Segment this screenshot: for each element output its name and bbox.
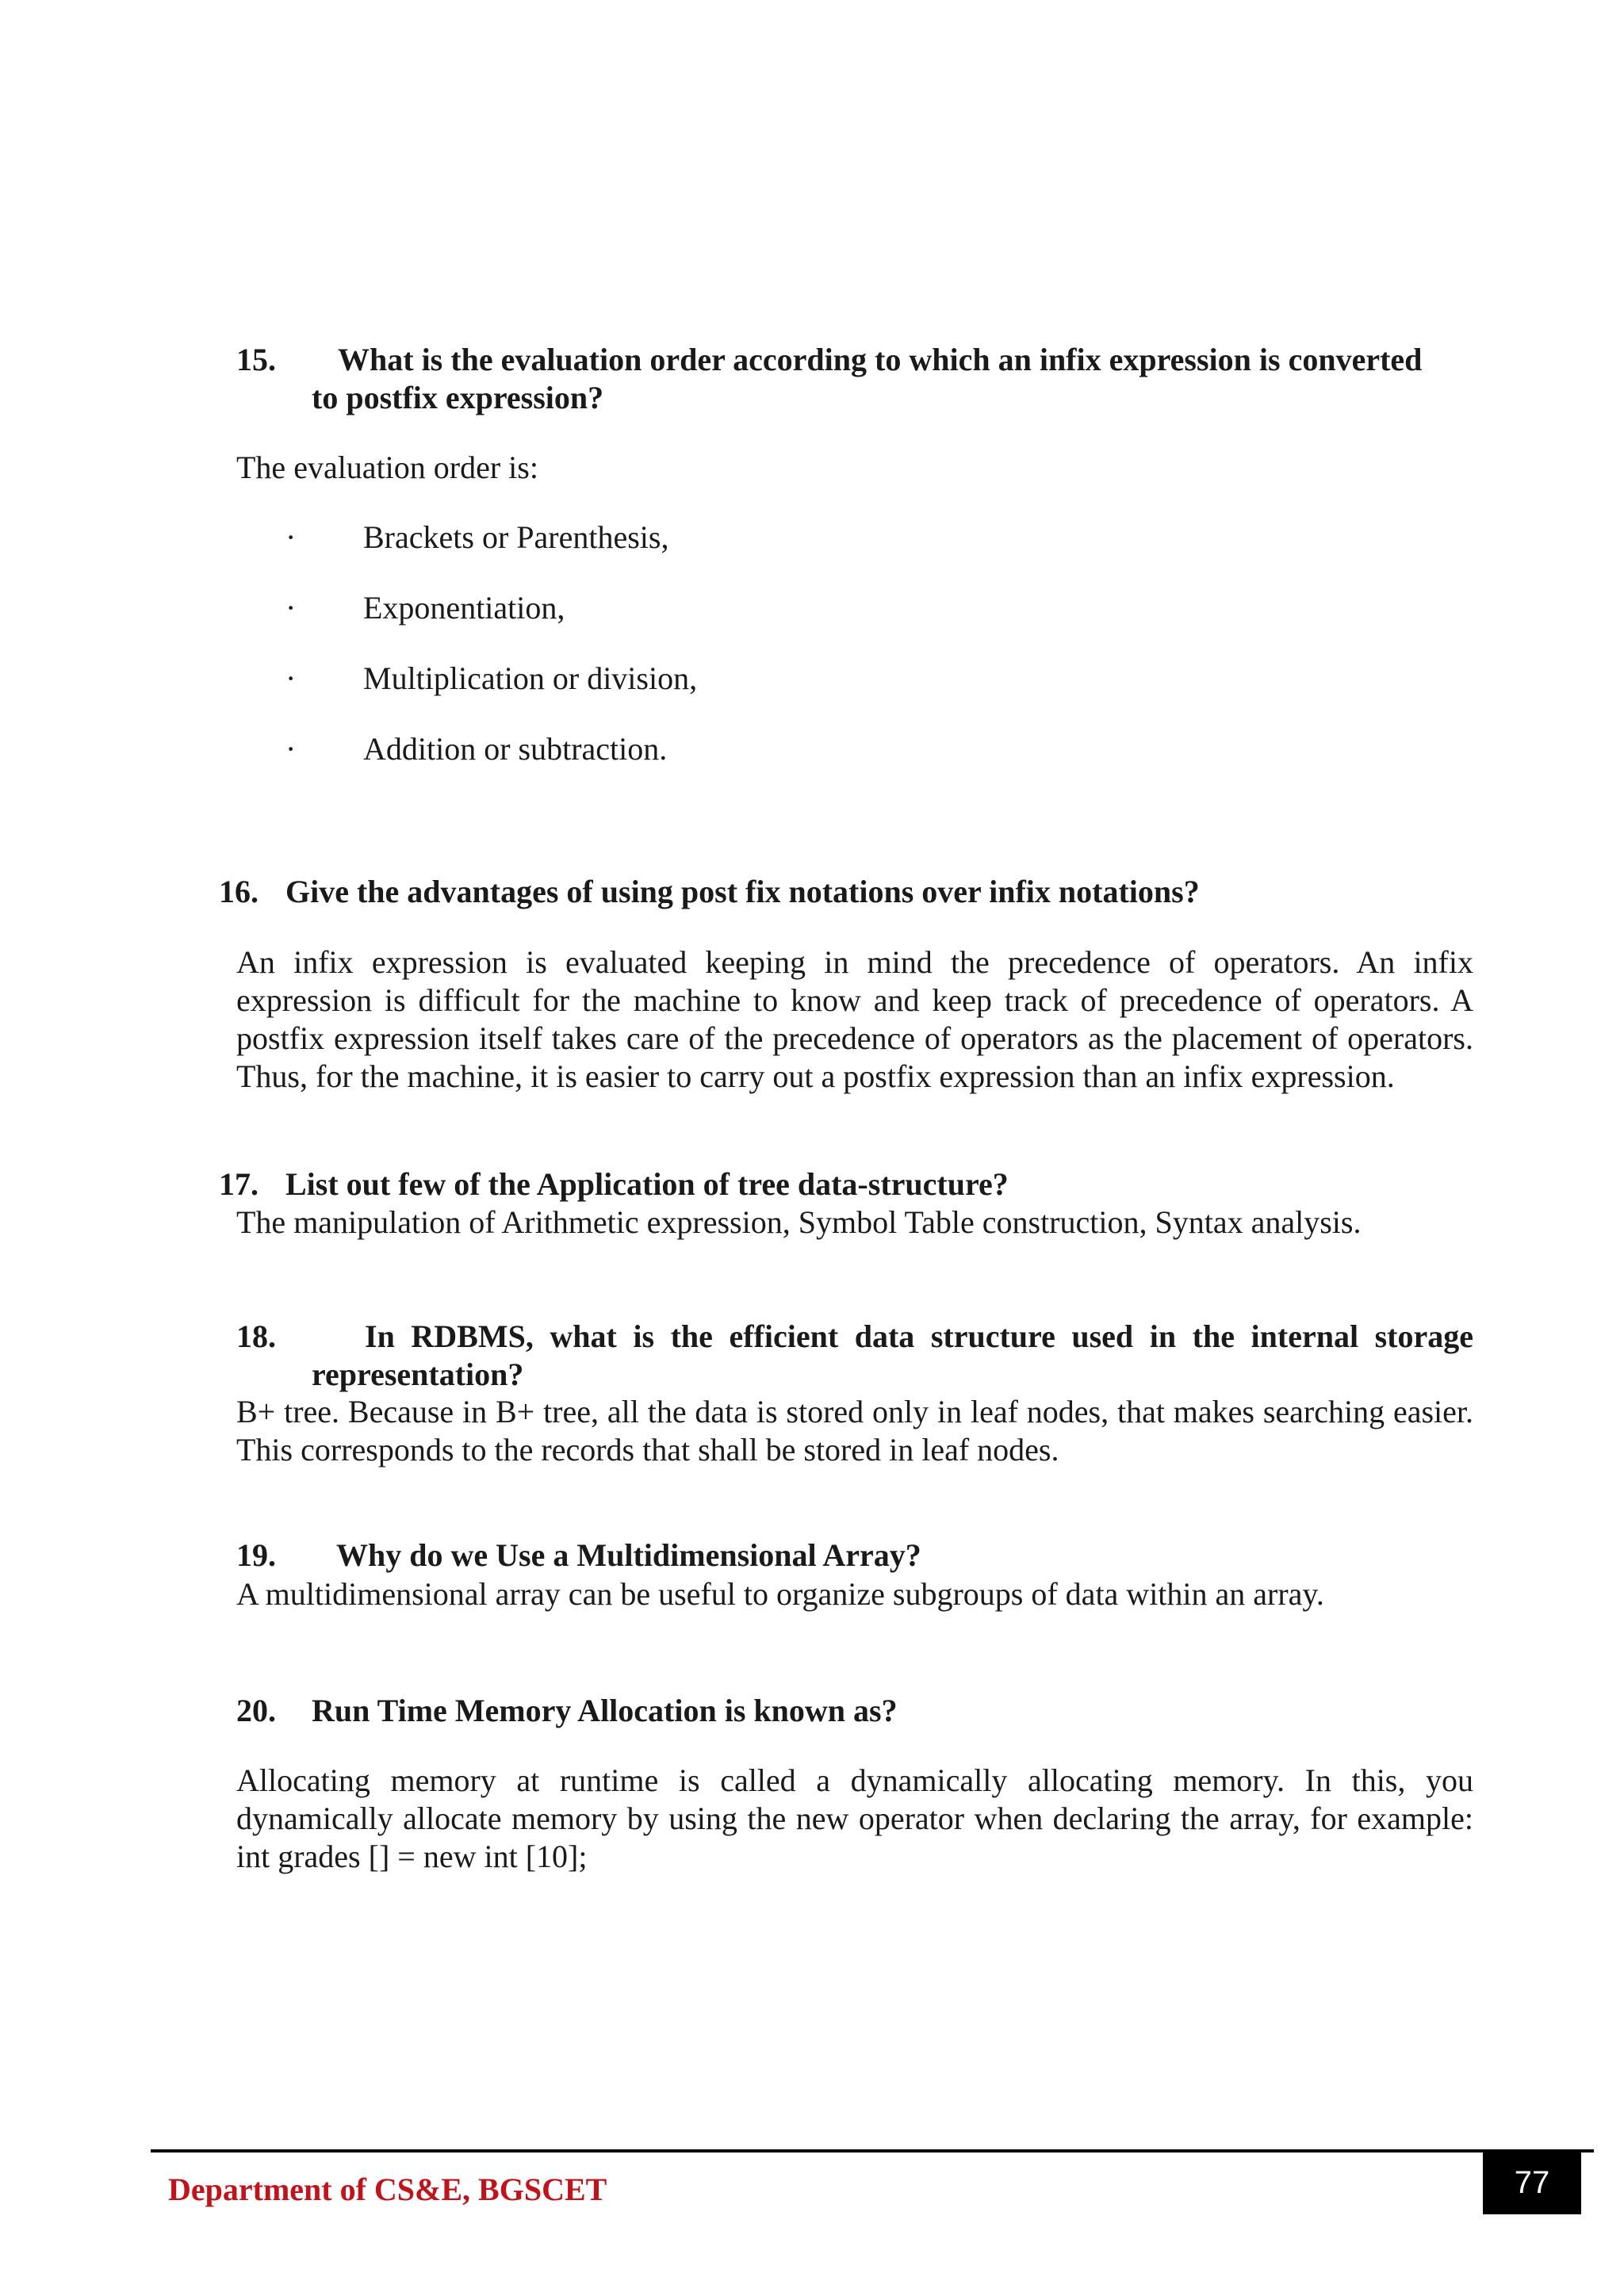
question-17-title xyxy=(219,1165,1488,1203)
bullet-icon: · xyxy=(285,731,297,767)
question-text-line2: representation? xyxy=(312,1357,524,1392)
answer-16: An infix expression is evaluated keeping in mind the precedence of operators. An infix expression is difficult for the machine to know and keep track of precedence of operators. A postfix expression itself takes care of the precedence of operators as the placement of operators. Thus, for the machine, it is easier to carry out a postfix expression than an infix expression. xyxy=(236,944,1473,1094)
answer-17: The manipulation of Arithmetic expression, Symbol Table construction, Syntax analysis. xyxy=(236,1204,1362,1240)
bullet-icon: · xyxy=(285,660,297,696)
question-20-title xyxy=(236,1692,1473,1730)
footer-divider xyxy=(151,2149,1594,2152)
question-text: List out few of the Application of tree data-structure? xyxy=(285,1166,1009,1202)
answer-20: Allocating memory at runtime is called a dynamically allocating memory. In this, you dynamically allocate memory by using the new operator when declaring the array, for example: int grades [] = new int [10]; xyxy=(236,1762,1473,1874)
question-number: 17. xyxy=(219,1166,259,1202)
question-18-title xyxy=(236,1318,1473,1394)
footer-department: Department of CS&E, BGSCET xyxy=(168,2172,607,2207)
question-text: Why do we Use a Multidimensional Array? xyxy=(336,1537,921,1573)
question-number: 20. xyxy=(236,1693,276,1728)
bullet-icon: · xyxy=(285,590,297,626)
answer-15: The evaluation order is: xyxy=(236,450,538,485)
question-text-line1: What is the evaluation order according to which an infix expression is converted xyxy=(338,342,1423,377)
question-number: 15. xyxy=(236,342,276,377)
question-number: 19. xyxy=(236,1537,276,1573)
question-text-line2: to postfix expression? xyxy=(312,380,604,415)
page-number: 77 xyxy=(1483,2151,1581,2214)
question-19-title xyxy=(236,1536,1473,1575)
question-number: 18. xyxy=(236,1318,276,1354)
question-16-title xyxy=(219,873,1488,911)
question-number: 16. xyxy=(219,874,259,909)
bullet-icon: · xyxy=(285,519,297,555)
question-text: Run Time Memory Allocation is known as? xyxy=(312,1693,898,1728)
answer-19: A multidimensional array can be useful to organize subgroups of data within an array. xyxy=(236,1576,1324,1612)
answer-18: B+ tree. Because in B+ tree, all the data is stored only in leaf nodes, that makes searching easier. This corresponds to the records that shall be stored in leaf nodes. xyxy=(236,1394,1473,1468)
question-text: Give the advantages of using post fix notations over infix notations? xyxy=(285,874,1200,909)
question-15-title xyxy=(236,341,1473,417)
question-text-line1: In RDBMS, what is the efficient data structure used in the internal storage xyxy=(365,1318,1473,1354)
